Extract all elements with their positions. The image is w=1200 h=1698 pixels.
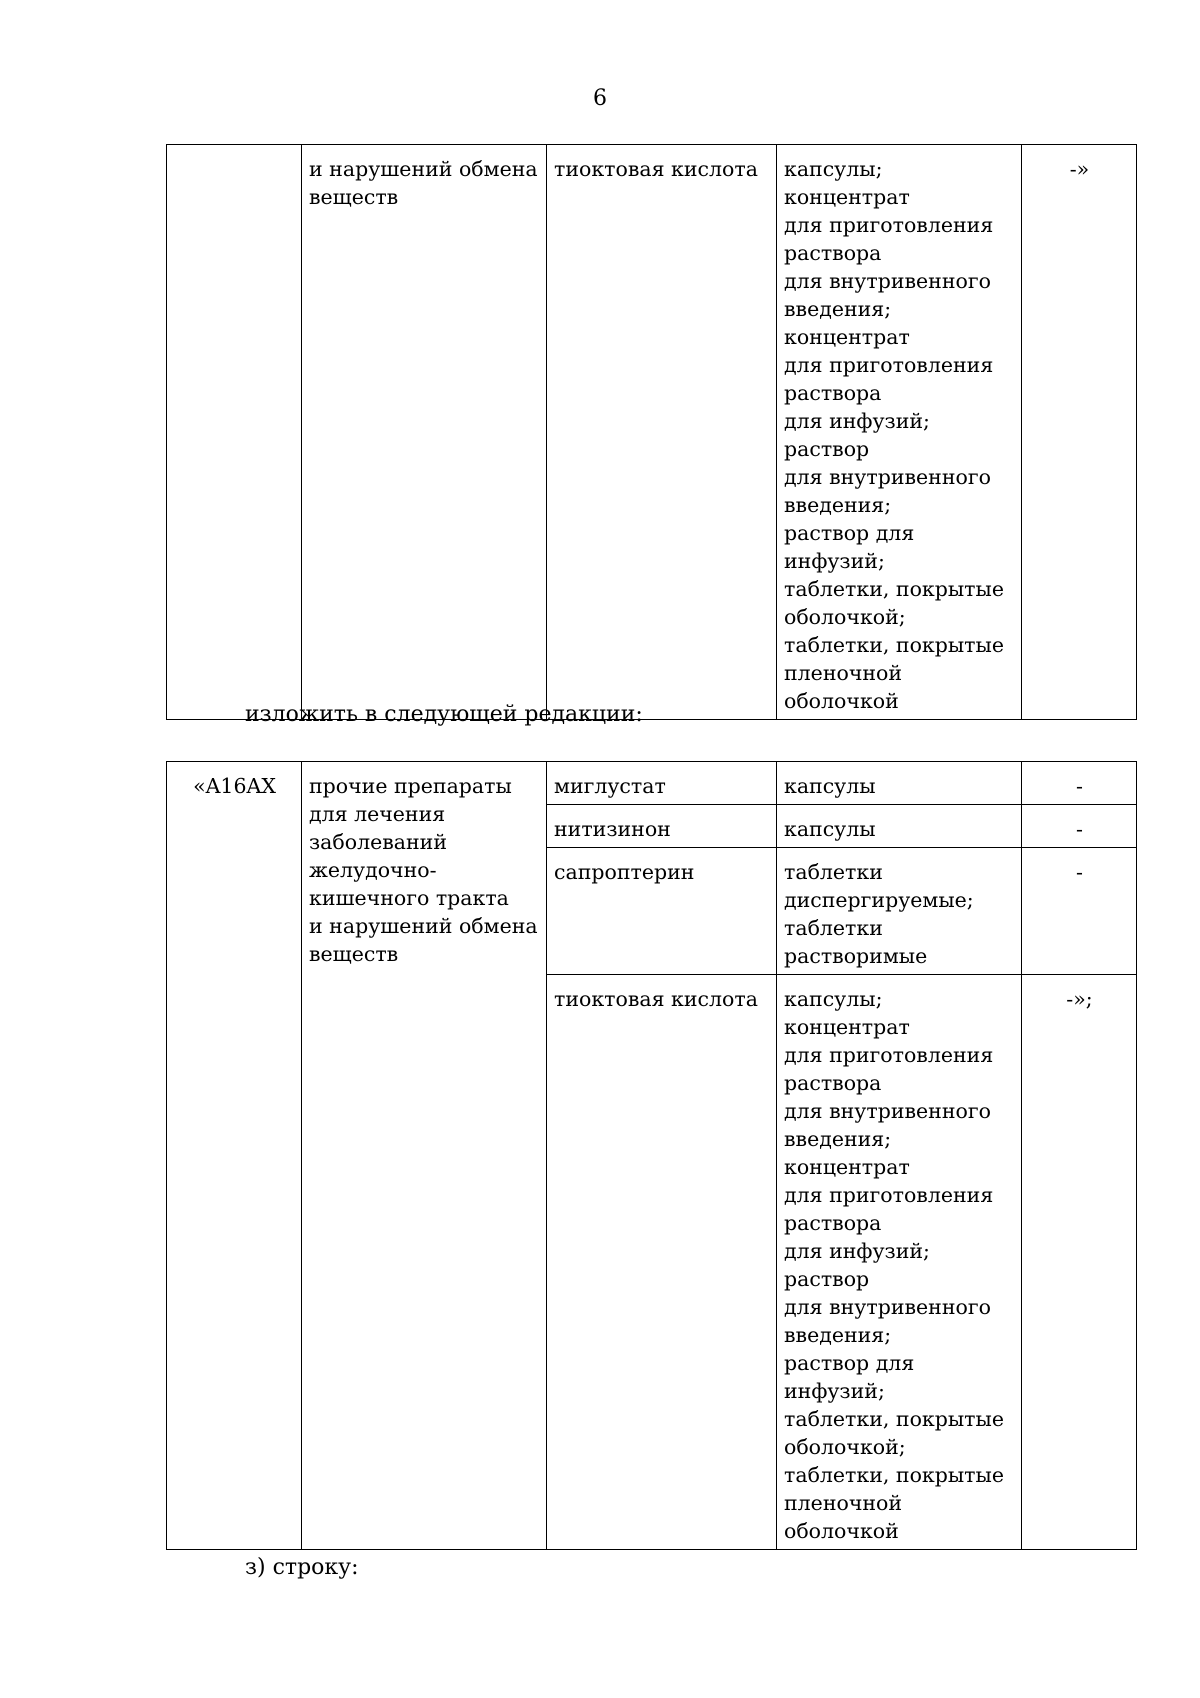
- item-paragraph: з) строку:: [245, 1555, 359, 1580]
- dosage-forms-cell: капсулы; концентрат для приготовления раствора для внутривенного введения; концентрат для приготовления раствора для инфузий; раствор для внутривенного введения; раствор для инфузий; таблетки, покрытые оболочкой; таблетки, покрытые пленочной оболочкой: [777, 975, 1022, 1550]
- note-cell: -: [1022, 805, 1137, 848]
- group-name-cell: прочие препараты для лечения заболеваний желудочно- кишечного тракта и нарушений обмена веществ: [302, 762, 547, 1550]
- dosage-forms-cell: таблетки диспергируемые; таблетки растворимые: [777, 848, 1022, 975]
- group-name-cell: и нарушений обмена веществ: [302, 145, 547, 720]
- dosage-forms-cell: капсулы; концентрат для приготовления раствора для внутривенного введения; концентрат для приготовления раствора для инфузий; раствор для внутривенного введения; раствор для инфузий; таблетки, покрытые оболочкой; таблетки, покрытые пленочной оболочкой: [777, 145, 1022, 720]
- drug-name-cell: тиоктовая кислота: [547, 975, 777, 1550]
- drug-table-new-row: [166, 761, 1137, 1550]
- table-row: [167, 145, 1137, 720]
- drug-name-cell: тиоктовая кислота: [547, 145, 777, 720]
- page-number: 6: [593, 86, 607, 111]
- instruction-paragraph: изложить в следующей редакции:: [245, 702, 643, 727]
- note-cell: -: [1022, 762, 1137, 805]
- note-cell: -»: [1022, 145, 1137, 720]
- table-row: [167, 762, 1137, 805]
- drug-name-cell: миглустат: [547, 762, 777, 805]
- atc-code-cell: [167, 145, 302, 720]
- dosage-forms-cell: капсулы: [777, 762, 1022, 805]
- note-cell: -: [1022, 848, 1137, 975]
- drug-name-cell: сапроптерин: [547, 848, 777, 975]
- note-cell: -»;: [1022, 975, 1137, 1550]
- dosage-forms-cell: капсулы: [777, 805, 1022, 848]
- atc-code-cell: «A16AX: [167, 762, 302, 1550]
- drug-table-old-row: [166, 144, 1137, 720]
- drug-name-cell: нитизинон: [547, 805, 777, 848]
